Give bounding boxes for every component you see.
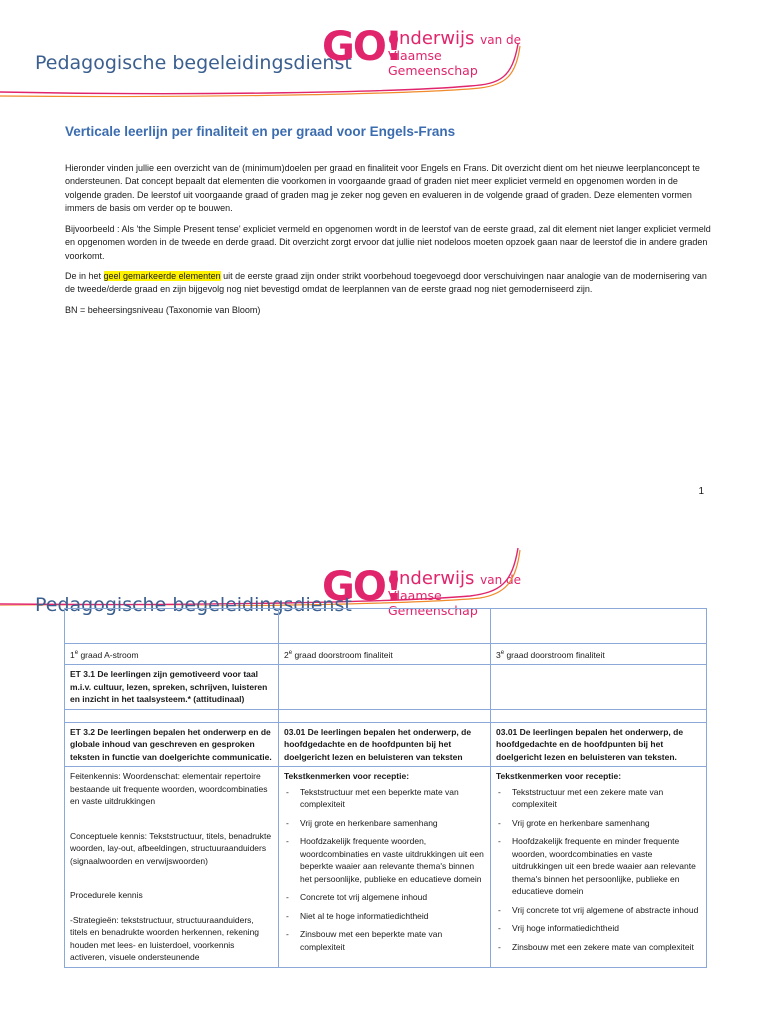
kennis-block: Feitenkennis: Woordenschat: elementair repertoire bestaande uit frequente woorden, woordcombinaties en vaste uitdrukkingen — [70, 771, 268, 807]
list-item: - Hoofdzakelijk frequente en minder frequente woorden, woordcombinaties en vaste uitdrukkingen uit een brede waaier aan relevante thema's binnen het persoonlijke, publieke en educatieve domein — [496, 835, 701, 898]
list-item: - Vrij grote en herkenbare samenhang — [496, 817, 701, 830]
list-item: - Zinsbouw met een zekere mate van complexiteit — [496, 941, 701, 954]
header-graad-2: 2e graad doorstroom finaliteit — [279, 644, 491, 665]
table-spacer-row — [65, 709, 707, 722]
kenmerken-list — [496, 786, 701, 954]
list-item: - Tekststructuur met een beperkte mate van complexiteit — [284, 786, 485, 811]
cell-content-graad-2 — [279, 767, 491, 968]
header-graad-3: 3e graad doorstroom finaliteit — [491, 644, 707, 665]
list-item: - Niet al te hoge informatiedichtheid — [284, 910, 485, 923]
kennis-block: Procedurele kennis — [70, 890, 143, 901]
logo-line1: onderwijs van de — [388, 28, 522, 49]
list-item: - Vrij hoge informatiedichtheid — [496, 922, 701, 935]
table-header-row — [65, 644, 707, 665]
table-spacer-row — [65, 609, 707, 644]
cell-et31: ET 3.1 De leerlingen zijn gemotiveerd voor taal m.i.v. cultuur, lezen, spreken, schrijven, luisteren en inzicht in het taalsysteem.* (attitudinaal) — [65, 665, 279, 710]
cell-content-graad-1 — [65, 767, 279, 968]
kenmerken-list — [284, 786, 485, 954]
list-item: - Concrete tot vrij algemene inhoud — [284, 891, 485, 904]
list-item: - Vrij concrete tot vrij algemene of abstracte inhoud — [496, 904, 701, 917]
leerlijn-table — [64, 608, 707, 968]
table-row-goal — [65, 722, 707, 767]
list-item: - Vrij grote en herkenbare samenhang — [284, 817, 485, 830]
logo-line1: onderwijs van de — [388, 568, 522, 589]
cell-content-graad-3 — [491, 767, 707, 968]
highlight-note-paragraph: De in het geel gemarkeerde elementen uit de eerste graad zijn onder strikt voorbehoud toegevoegd door verschuivingen naar analogie van de modernisering van de tweede/derde graad en zijn bijgevolg nog niet bevestigd omdat de leerplannen van de eerste graad nog niet gemoderniseerd zijn. — [65, 271, 707, 295]
cell-goal-graad-1: ET 3.2 De leerlingen bepalen het onderwerp en de globale inhoud van geschreven en gesproken teksten in functie van doelgerichte communicatie. — [65, 722, 279, 767]
highlighted-text: geel gemarkeerde elementen — [103, 271, 221, 281]
header-title: Pedagogische begeleidingsdienst — [35, 52, 352, 74]
logo-line2: Vlaamse Gemeenschap — [388, 48, 478, 78]
list-title: Tekstkenmerken voor receptie: — [284, 771, 410, 782]
list-item: - Zinsbouw met een beperkte mate van complexiteit — [284, 928, 485, 953]
page-2 — [0, 540, 768, 1024]
page-number: 1 — [698, 486, 704, 497]
bn-note: BN = beheersingsniveau (Taxonomie van Bloom) — [65, 305, 261, 315]
header-swoosh — [0, 40, 768, 100]
kennis-block: Conceptuele kennis: Tekststructuur, titels, benadrukte woorden, lay-out, afbeeldingen, structuuraanduiders (signaalwoorden en verwijswoorden) — [70, 830, 272, 866]
document-heading: Verticale leerlijn per finaliteit en per graad voor Engels-Frans — [65, 124, 456, 139]
list-item: - Hoofdzakelijk frequente woorden, woordcombinaties en vaste uitdrukkingen uit een beperkte waaier aan relevante thema's binnen het persoonlijke, publieke en educatieve domein — [284, 835, 485, 885]
header-graad-1: 1e graad A-stroom — [65, 644, 279, 665]
logo-line2: Vlaamse Gemeenschap — [388, 588, 478, 618]
table-row-content — [65, 767, 707, 968]
cell-goal-graad-3: 03.01 De leerlingen bepalen het onderwerp, de hoofdgedachte en de hoofdpunten bij het doelgericht lezen en beluisteren van teksten. — [491, 722, 707, 767]
logo-go-mark: GO! — [322, 564, 402, 610]
header-title: Pedagogische begeleidingsdienst — [35, 594, 352, 616]
list-title: Tekstkenmerken voor receptie: — [496, 771, 622, 782]
logo-go-mark: GO! — [322, 24, 402, 70]
table-row-et31 — [65, 665, 707, 710]
intro-paragraph: Hieronder vinden jullie een overzicht van de (minimum)doelen per graad en finaliteit voor Engels en Frans. Dit overzicht dient om het nieuwe leerplanconcept te ondersteunen. Dat concept bepaalt dat elementen die voorkomen in voorgaande graad of graden niet meer expliciet vermeld en opgenomen worden in de volgende graden. De leerstof uit voorgaande graad of graden mag je zeker nog geven en evalueren in de volgende graad of graden. Deze elementen vormen immers de basis om verder op te bouwen. — [65, 163, 700, 214]
example-paragraph: Bijvoorbeeld : Als 'the Simple Present tense' expliciet vermeld en opgenomen wordt in de leerstof van de eerste graad, zal dit element niet langer expliciet vermeld en opgenomen worden in de tweede en derde graad. Dit overzicht zorgt ervoor dat jullie niet nodeloos moeten opzoek gaan naar de leerstof die in andere graden voorkomt. — [65, 224, 711, 261]
list-item: - Tekststructuur met een zekere mate van complexiteit — [496, 786, 701, 811]
cell-goal-graad-2: 03.01 De leerlingen bepalen het onderwerp, de hoofdgedachte en de hoofdpunten bij het doelgericht lezen en beluisteren van teksten — [279, 722, 491, 767]
kennis-block: -Strategieën: tekststructuur, structuuraanduiders, titels en benadrukte woorden herkennen, rekening houden met lees- en luisterdoel, voorkennis activeren, visuele ondersteunende — [70, 914, 260, 963]
